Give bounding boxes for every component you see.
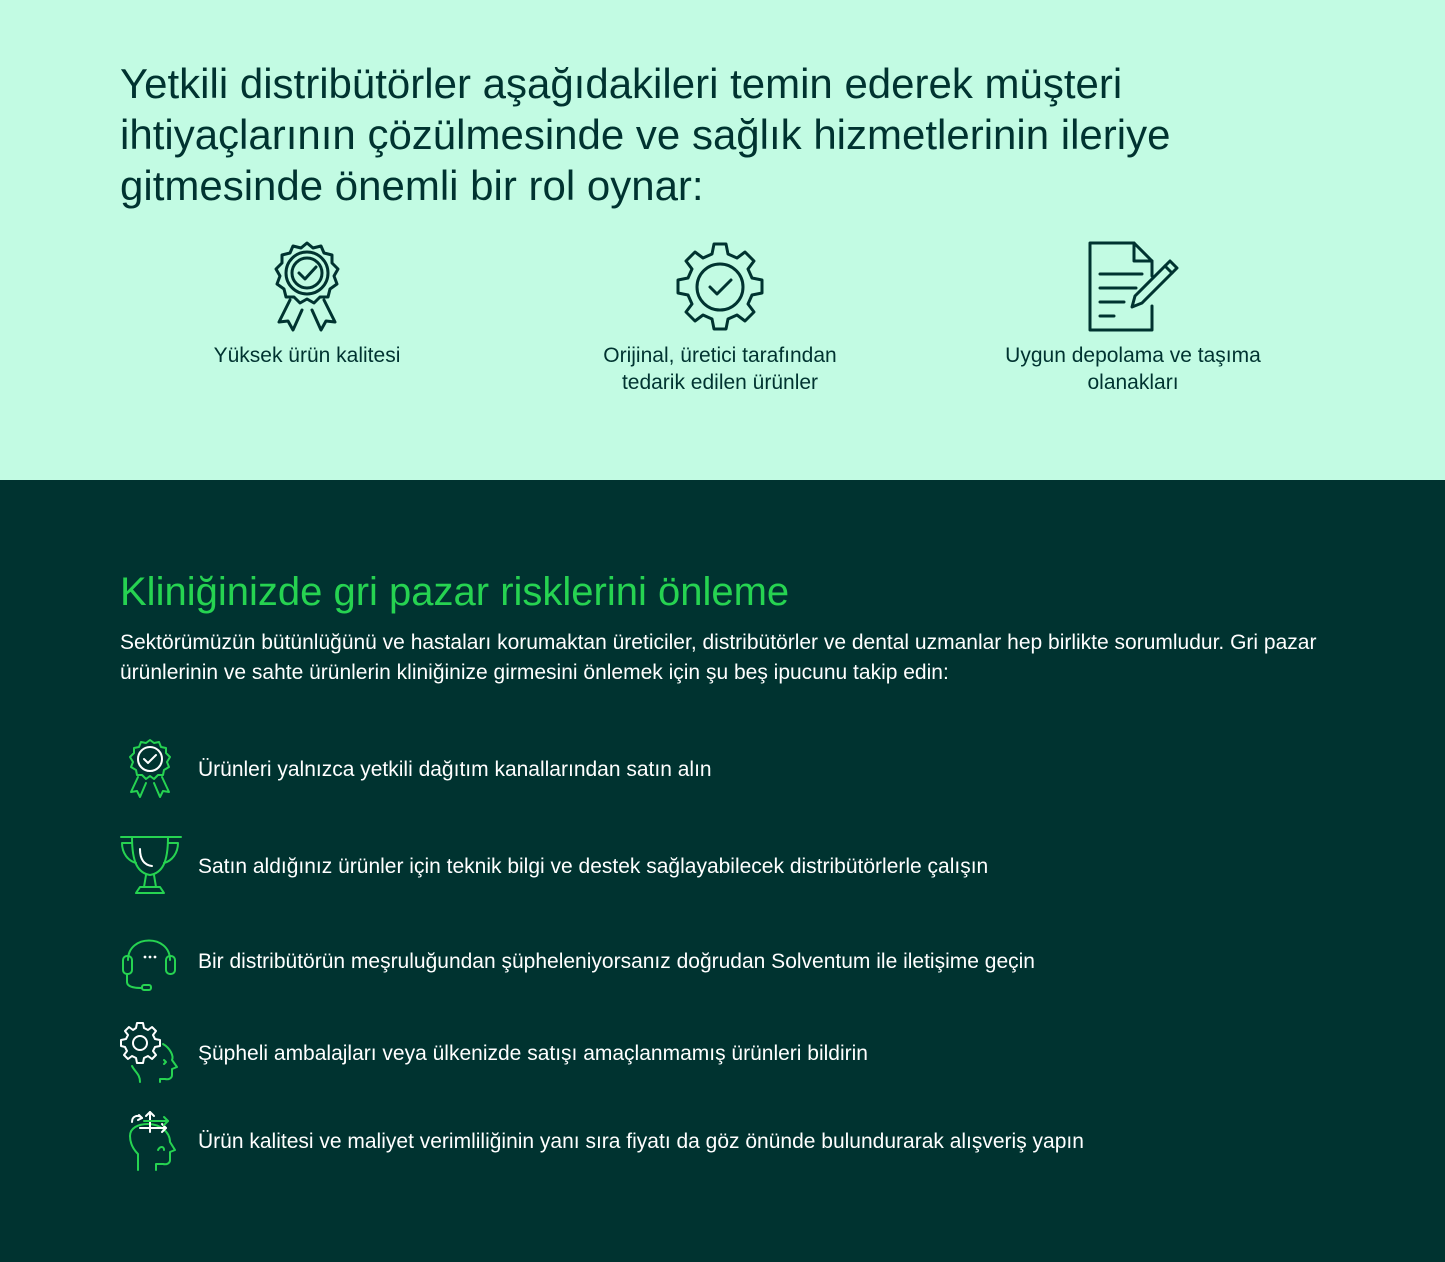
head-gear-icon xyxy=(120,1022,182,1084)
section-heading: Yetkili distribütörler aşağıdakileri temin ederek müşteri ihtiyaçlarının çözülmesinde ve sağlık hizmetlerinin ileriye gitmesinde önemli bir rol oynar: xyxy=(120,60,1171,209)
feature-original xyxy=(560,240,880,396)
section-title: Kliniğinizde gri pazar risklerini önleme xyxy=(120,570,790,614)
feature-label: Orijinal, üretici tarafından tedarik edilen ürünler xyxy=(603,344,837,394)
tip-text: Ürün kalitesi ve maliyet verimliliğinin yanı sıra fiyatı da göz önünde bulundurarak alışveriş yapın xyxy=(198,1130,1084,1153)
tip-text: Satın aldığınız ürünler için teknik bilgi ve destek sağlayabilecek distribütörlerle çalışın xyxy=(198,855,989,878)
gear-check-icon xyxy=(673,240,767,334)
tip-item xyxy=(120,930,1320,994)
bottom-section xyxy=(0,480,1445,1262)
document-pencil-icon xyxy=(1086,240,1180,334)
tip-text: Bir distribütörün meşruluğundan şüpheleniyorsanız doğrudan Solventum ile iletişime geçin xyxy=(198,950,1035,973)
award-ribbon-check-icon xyxy=(267,240,347,334)
feature-storage xyxy=(973,240,1293,396)
trophy-icon xyxy=(120,835,182,897)
award-ribbon-check-icon xyxy=(120,738,182,800)
top-section xyxy=(0,0,1445,480)
tip-item xyxy=(120,738,1320,802)
intro-text: Sektörümüzün bütünlüğünü ve hastaları korumaktan üreticiler, distribütörler ve dental uzmanlar hep birlikte sorumludur. Gri pazar ürünlerinin ve sahte ürünlerin kliniğinize girmesini önlemek için şu beş ipucunu takip edin: xyxy=(120,631,1317,684)
tip-item xyxy=(120,835,1320,899)
tip-item xyxy=(120,1022,1320,1086)
feature-quality xyxy=(147,240,467,369)
tip-item xyxy=(120,1110,1320,1174)
headset-icon xyxy=(120,930,182,992)
feature-label: Uygun depolama ve taşıma olanakları xyxy=(1005,344,1261,394)
tip-text: Şüpheli ambalajları veya ülkenizde satışı amaçlanmamış ürünleri bildirin xyxy=(198,1042,868,1065)
feature-label: Yüksek ürün kalitesi xyxy=(213,344,401,367)
tip-text: Ürünleri yalnızca yetkili dağıtım kanallarından satın alın xyxy=(198,758,712,781)
head-arrows-icon xyxy=(120,1110,182,1172)
